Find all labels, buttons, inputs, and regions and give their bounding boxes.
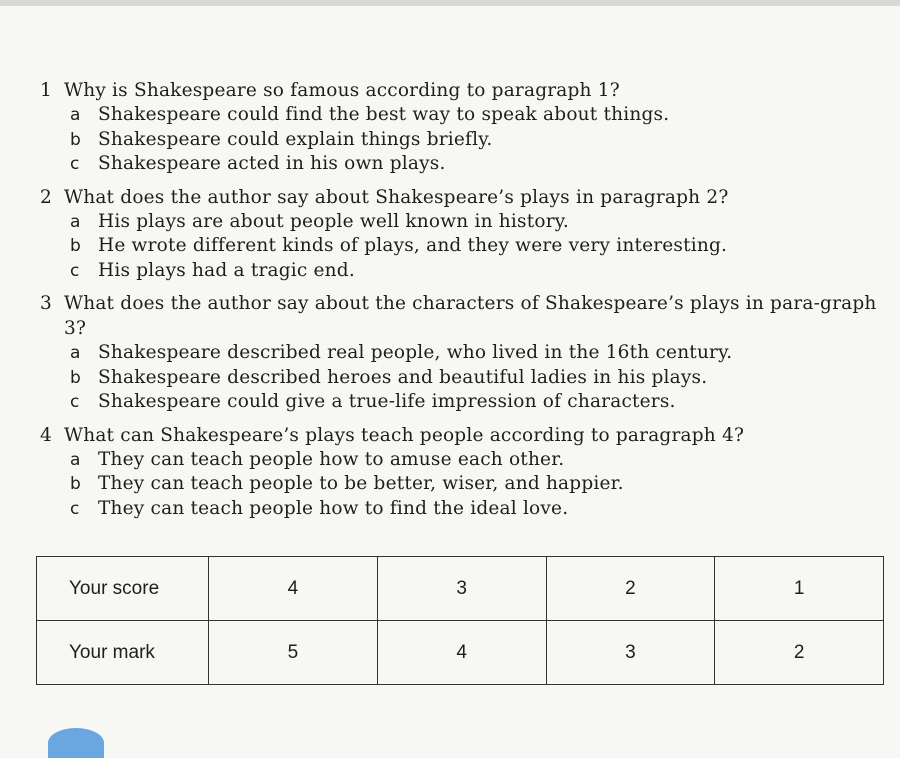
- option-a[interactable]: [40, 103, 890, 128]
- question-4: [40, 423, 890, 522]
- option-b[interactable]: [40, 234, 890, 259]
- mark-label: Your mark: [37, 621, 209, 685]
- option-letter: b: [70, 474, 81, 494]
- option-text: He wrote different kinds of plays, and they were very interesting.: [98, 235, 728, 256]
- score-cell: 4: [209, 557, 378, 621]
- option-text: They can teach people to be better, wiser, and happier.: [98, 473, 624, 494]
- option-text: His plays had a tragic end.: [98, 259, 355, 281]
- option-letter: a: [70, 449, 81, 470]
- score-table: [36, 556, 884, 685]
- question-3: [40, 291, 890, 415]
- mark-row: [37, 621, 884, 685]
- score-cell: 3: [377, 557, 546, 621]
- option-letter: c: [70, 154, 80, 174]
- option-letter: b: [70, 236, 81, 256]
- option-letter: c: [70, 498, 80, 519]
- option-text: Shakespeare could explain things briefly.: [98, 128, 493, 150]
- option-b[interactable]: [40, 472, 890, 497]
- score-label: Your score: [37, 557, 209, 621]
- question-text: What does the author say about Shakespeare’s plays in paragraph 2?: [64, 186, 729, 208]
- option-b[interactable]: [40, 128, 890, 153]
- question-1: [40, 78, 890, 177]
- mark-cell: 2: [715, 621, 884, 685]
- question-text: What can Shakespeare’s plays teach people according to paragraph 4?: [64, 424, 745, 446]
- top-edge: [0, 0, 900, 6]
- score-cell: 2: [546, 557, 715, 621]
- decorative-circle-icon: [48, 728, 104, 758]
- option-text: Shakespeare could give a true-life impression of characters.: [98, 391, 676, 412]
- option-c[interactable]: [40, 497, 890, 522]
- option-letter: c: [70, 260, 80, 281]
- option-text: They can teach people how to find the ideal love.: [98, 497, 569, 519]
- question-text: What does the author say about the characters of Shakespeare’s plays in para-graph 3?: [64, 293, 877, 339]
- question-number: 4: [40, 424, 52, 446]
- option-a[interactable]: [40, 210, 890, 235]
- question-list: [40, 78, 890, 529]
- option-text: They can teach people how to amuse each other.: [98, 448, 565, 470]
- mark-cell: 4: [377, 621, 546, 685]
- question-number: 3: [40, 293, 52, 314]
- option-letter: b: [70, 367, 81, 388]
- option-text: Shakespeare acted in his own plays.: [98, 153, 446, 174]
- score-cell: 1: [715, 557, 884, 621]
- option-text: Shakespeare described heroes and beautiful ladies in his plays.: [98, 366, 708, 388]
- option-letter: a: [70, 211, 81, 232]
- option-text: His plays are about people well known in history.: [98, 210, 570, 232]
- option-c[interactable]: [40, 152, 890, 177]
- option-text: Shakespeare could find the best way to speak about things.: [98, 104, 670, 125]
- option-letter: a: [70, 105, 81, 125]
- question-number: 1: [40, 80, 52, 101]
- option-letter: b: [70, 129, 81, 150]
- option-b[interactable]: [40, 366, 890, 391]
- option-text: Shakespeare described real people, who lived in the 16th century.: [98, 342, 733, 363]
- option-c[interactable]: [40, 259, 890, 284]
- mark-cell: 3: [546, 621, 715, 685]
- mark-cell: 5: [209, 621, 378, 685]
- option-c[interactable]: [40, 390, 890, 415]
- option-a[interactable]: [40, 448, 890, 473]
- option-letter: c: [70, 392, 80, 412]
- question-2: [40, 185, 890, 284]
- question-text: Why is Shakespeare so famous according to paragraph 1?: [64, 80, 620, 101]
- question-number: 2: [40, 186, 52, 208]
- option-letter: a: [70, 343, 81, 363]
- option-a[interactable]: [40, 341, 890, 366]
- score-row: [37, 557, 884, 621]
